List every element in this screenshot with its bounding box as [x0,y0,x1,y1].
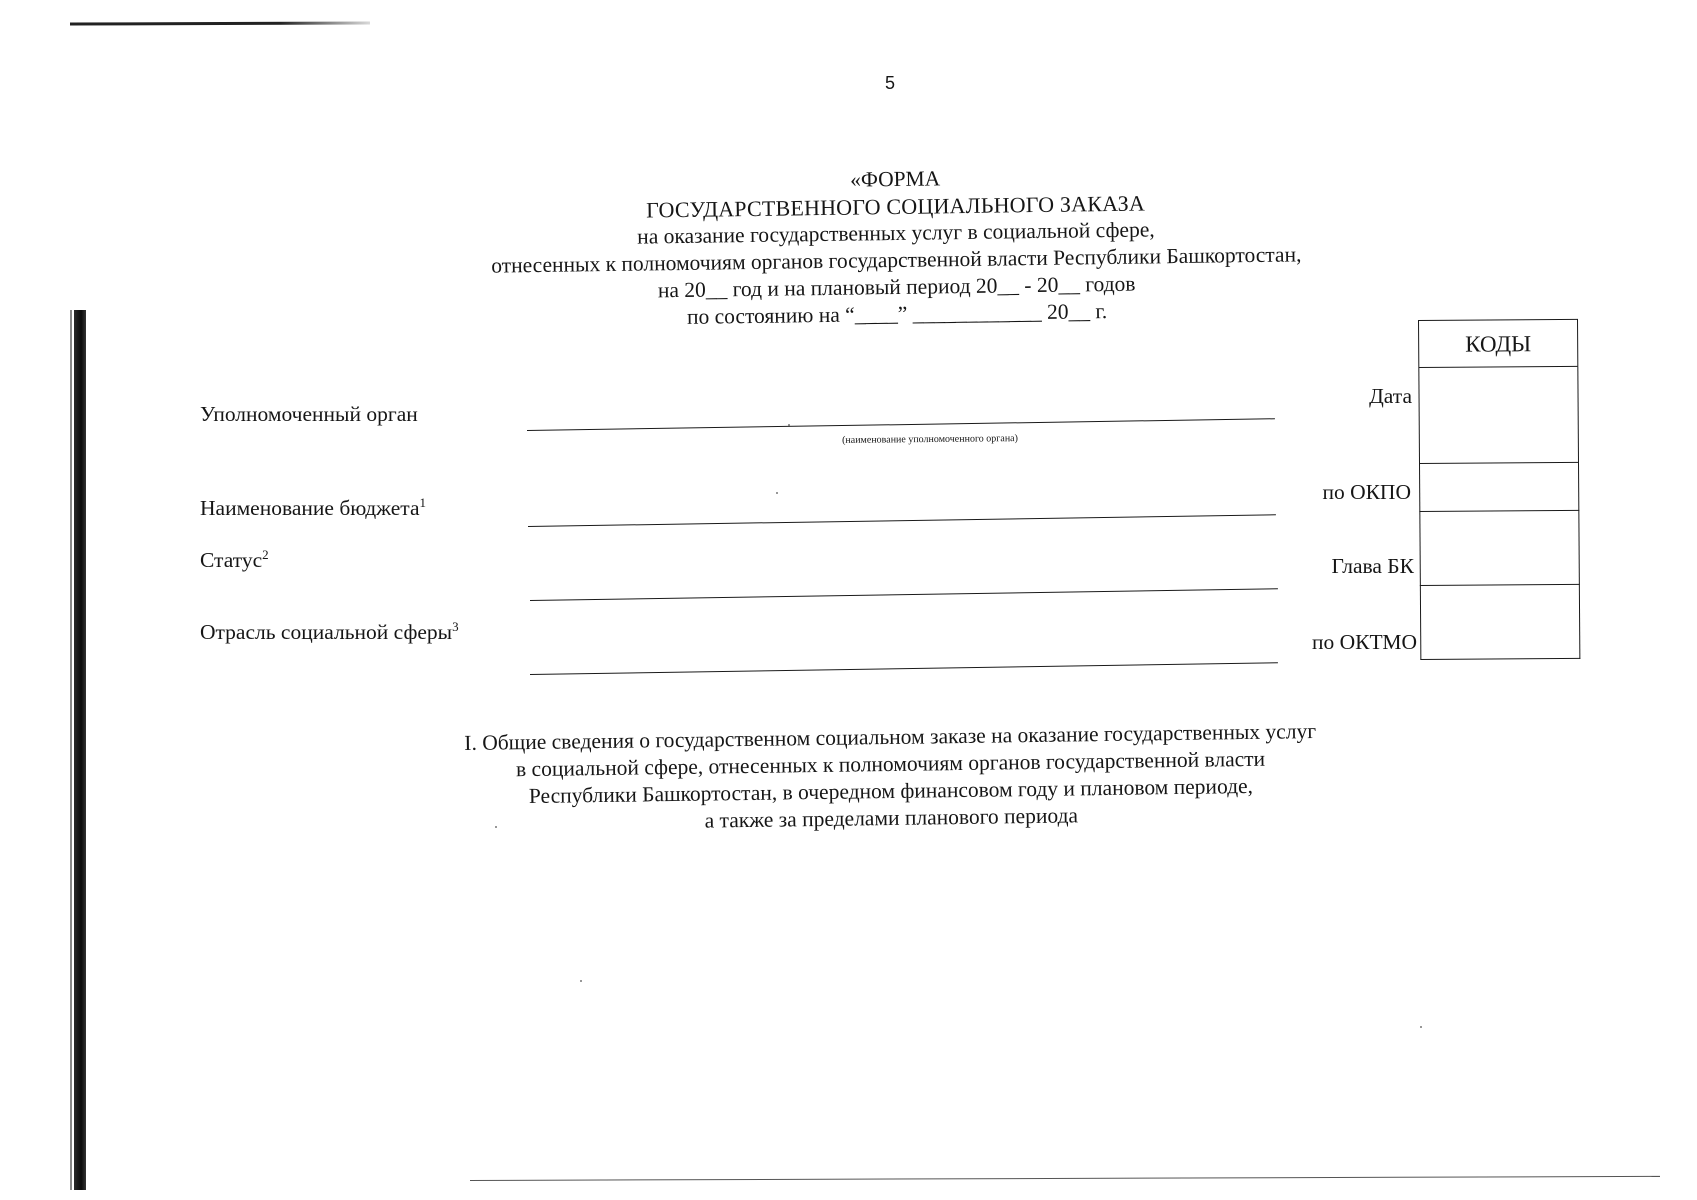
title-line: «ФОРМА [849,166,941,192]
social-sector-field[interactable] [530,662,1278,675]
budget-name-label: Наименование бюджета$^1$ [200,494,426,520]
code-label-glava-bk: Глава БК [1331,554,1414,578]
status-field[interactable] [530,588,1278,601]
section-heading-line: I. Общие сведения о государственном социальном заказе на оказание государственных услуг [464,719,1317,755]
scan-speck [1420,1026,1422,1028]
page-number: 5 [884,73,895,93]
code-cell-glava-bk[interactable] [1419,511,1580,586]
code-cell-oktmo[interactable] [1420,585,1581,660]
code-label-okpo: по ОКПО [1322,480,1411,504]
codes-header: КОДЫ [1418,319,1578,368]
title-line: по состоянию на “____” ____________ 20__ г. [686,299,1108,329]
code-label-oktmo: по ОКТМО [1312,630,1417,654]
code-cell-okpo[interactable] [1419,463,1579,512]
section-heading-line: а также за пределами планового периода [704,803,1079,833]
code-label-date: Дата [1369,384,1412,408]
scan-top-rule [70,21,370,25]
authorized-body-field[interactable] [527,418,1275,431]
form-title [430,160,1362,335]
title-line: ГОСУДАРСТВЕННОГО СОЦИАЛЬНОГО ЗАКАЗА [645,190,1146,223]
scan-left-edge [70,310,72,1190]
section-heading [420,717,1361,838]
scan-bottom-rule [470,1176,1660,1181]
scan-speck [580,980,582,982]
authorized-body-caption: (наименование уполномоченного органа) [841,433,1018,446]
codes-table [1418,319,1580,660]
footnote-marker: 3 [452,618,459,634]
code-cell-date[interactable] [1418,367,1579,464]
scan-binding-shadow [74,310,86,1190]
footnote-marker: 1 [419,494,426,510]
title-line: на 20__ год и на плановый период 20__ - 20__ годов [657,271,1136,303]
title-line: на оказание государственных услуг в социальной сфере, [637,217,1155,249]
authorized-body-label: Уполномоченный орган [200,402,418,426]
budget-name-field[interactable] [528,514,1276,527]
section-heading-line: в социальной сфере, отнесенных к полномочиям органов государственной власти [515,746,1266,782]
scan-speck [776,492,778,494]
footnote-marker: 2 [262,546,269,562]
title-line: отнесенных к полномочиям органов государственной власти Республики Башкортостан, [491,242,1302,278]
status-label: Статус$^2$ [200,546,269,572]
social-sector-label: Отрасль социальной сферы$^3$ [200,618,459,644]
section-heading-line: Республики Башкортостан, в очередном финансовом году и плановом периоде, [528,773,1254,809]
